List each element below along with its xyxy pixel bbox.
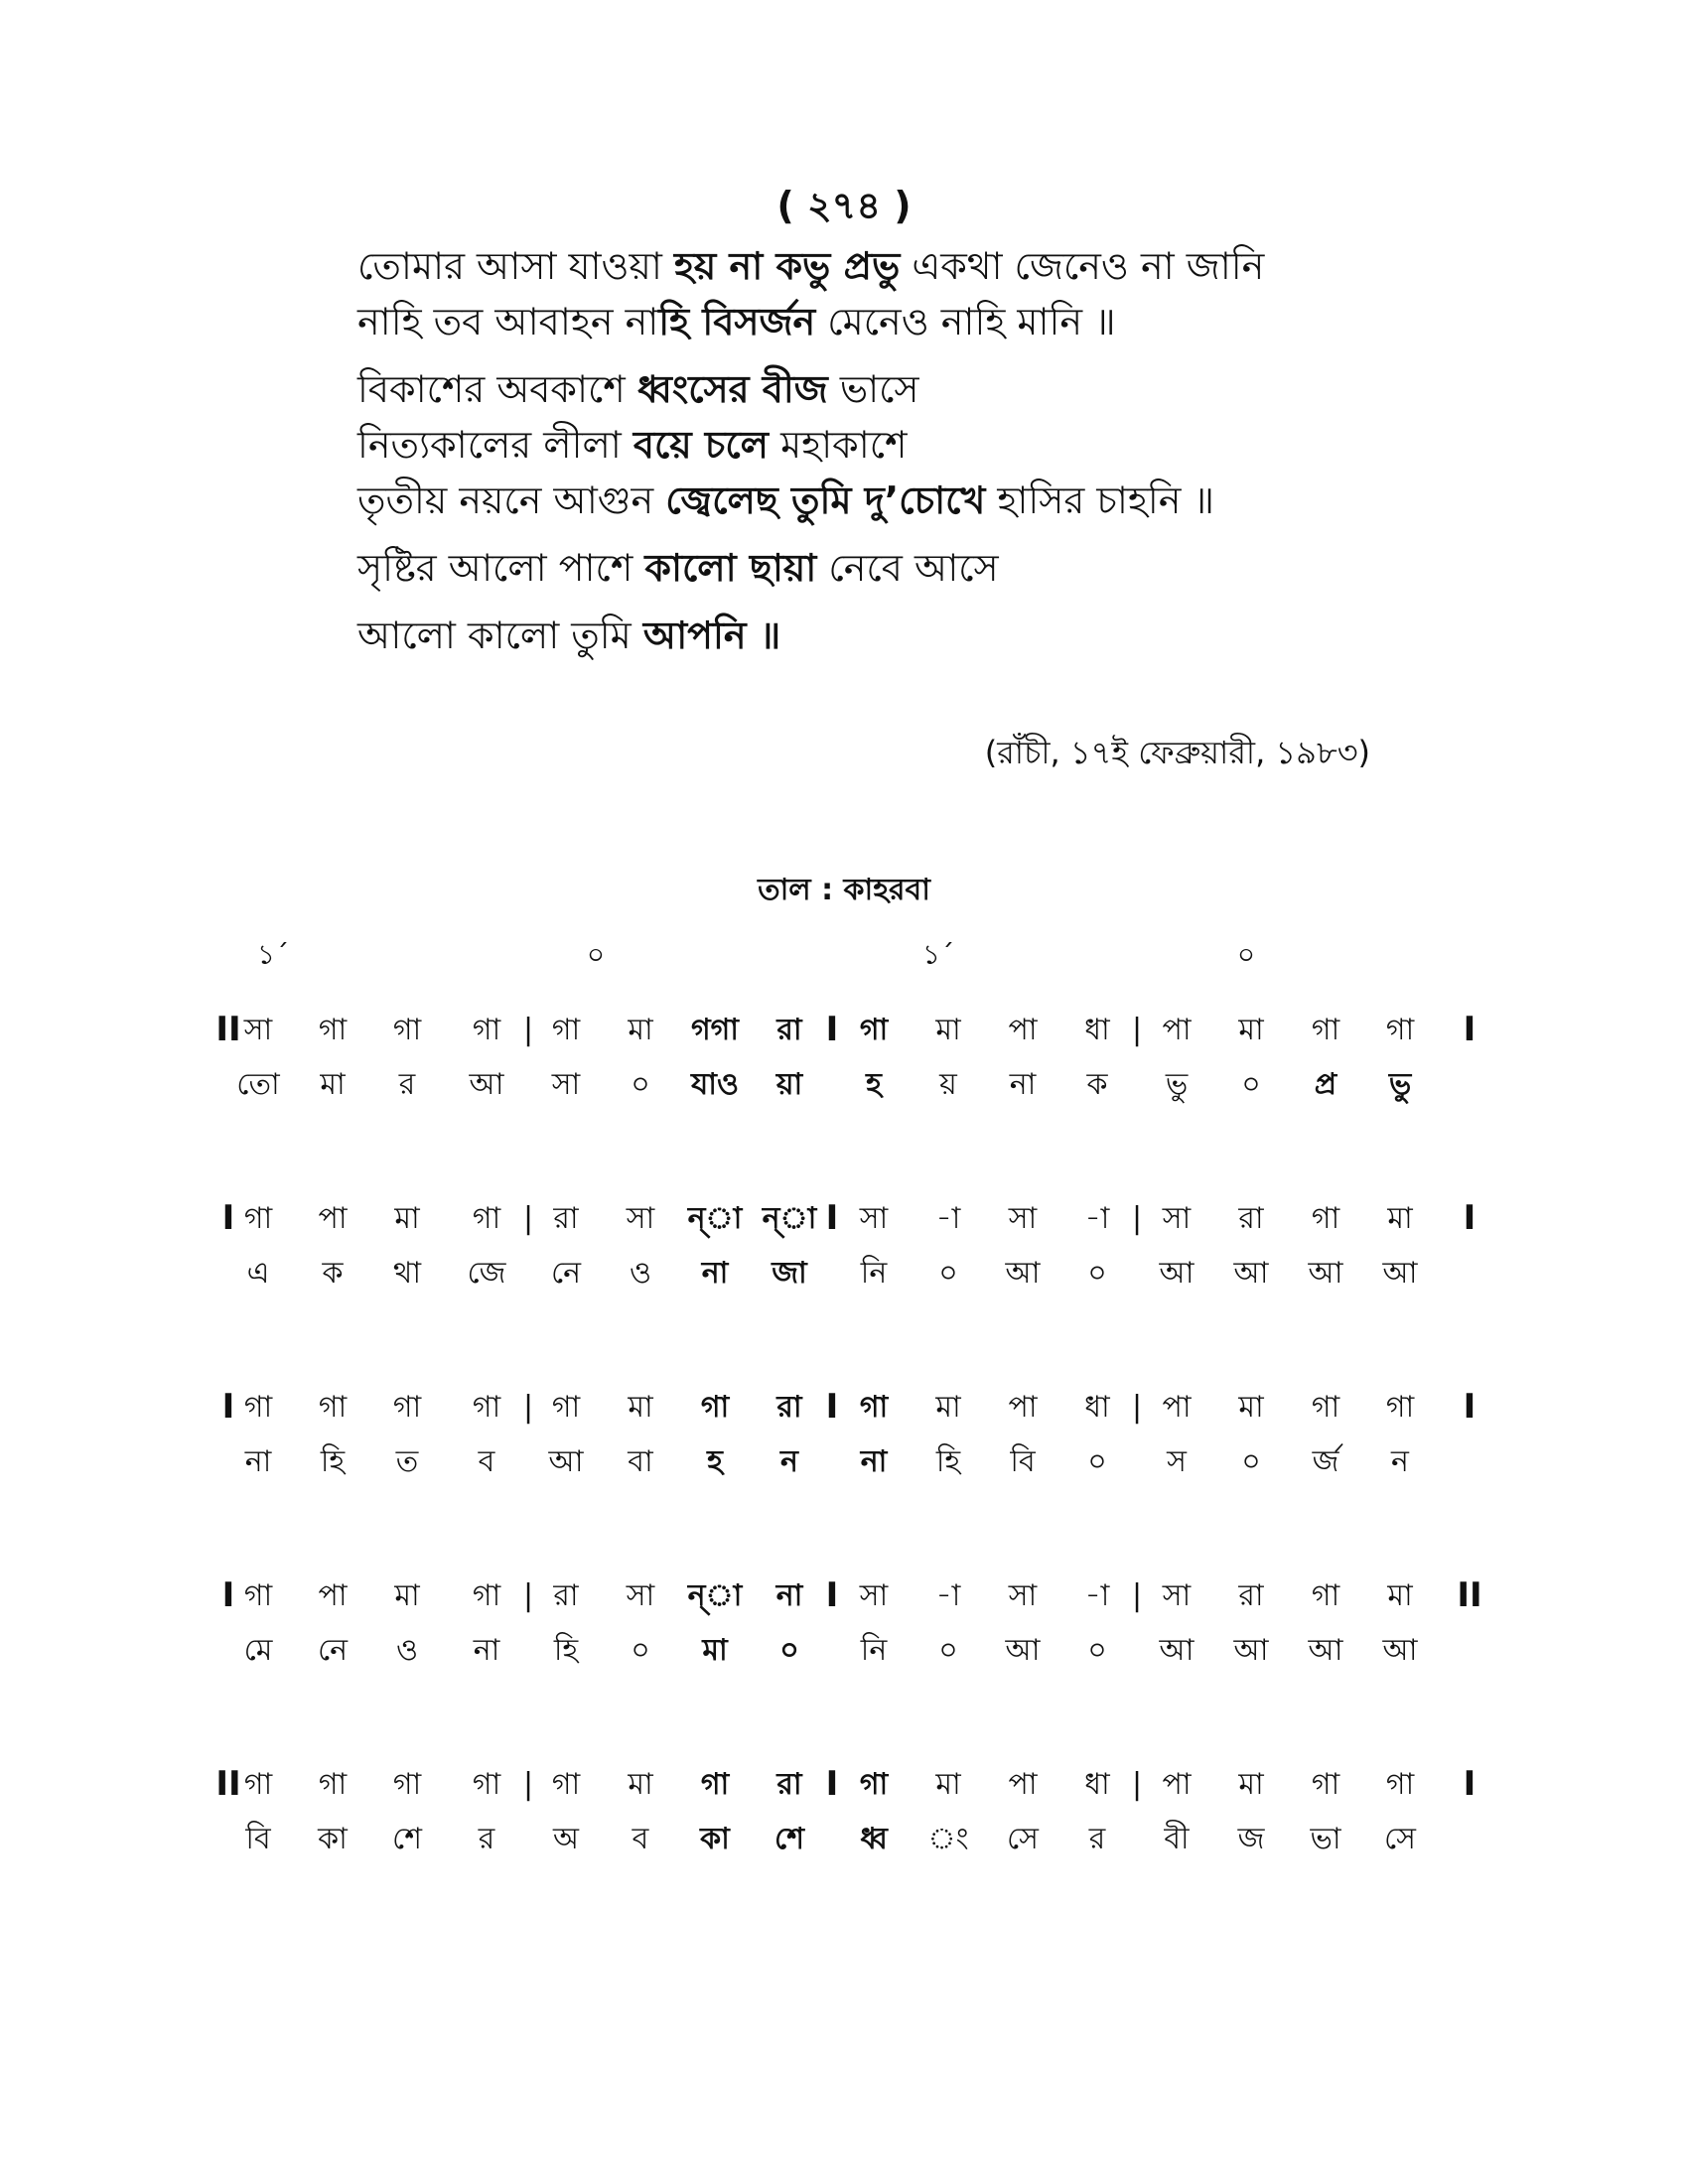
swara-note: গা (472, 1767, 501, 1802)
lyric-segment: হাসির চাহনি ॥ (985, 478, 1214, 522)
lyric-syllable: আ (1233, 1633, 1269, 1668)
swara-note: পা (1008, 1013, 1038, 1047)
swara-note: গা (472, 1390, 501, 1425)
swara-note: গা (243, 1390, 273, 1425)
swara-note: গা (1311, 1767, 1340, 1802)
swara-note: মা (1238, 1013, 1264, 1047)
bani-row (0, 1057, 1688, 1112)
lyric-syllable: র (1088, 1822, 1106, 1856)
swaralipi-notation (0, 1003, 1688, 1946)
bar-line: | (1131, 1201, 1143, 1236)
swara-note: মা (935, 1767, 961, 1802)
lyric-syllable: ও (395, 1633, 419, 1668)
lyric-segment: বিকাশের অবকাশে (357, 367, 637, 411)
lyric-syllable: জ (1237, 1822, 1265, 1856)
swara-note: ধা (1084, 1013, 1110, 1047)
swara-note: গা (243, 1767, 273, 1802)
swara-note: -া (1084, 1578, 1110, 1613)
lyric-segment: নাহি তব আবাহন না (357, 300, 659, 343)
swara-note: গা (1385, 1767, 1415, 1802)
swara-note: রা (553, 1578, 579, 1613)
lyric-syllable: সে (1007, 1822, 1039, 1856)
lyric-syllable: হ (866, 1067, 882, 1102)
lyric-syllable: আ (1159, 1633, 1195, 1668)
swara-note: গা (1311, 1578, 1340, 1613)
lyric-syllable: ০ (938, 1633, 958, 1668)
lyric-syllable: শে (392, 1822, 422, 1856)
lyric-syllable: হি (320, 1444, 346, 1479)
lyric-syllable: থা (392, 1256, 422, 1291)
bar-line-close: I (1463, 1010, 1477, 1049)
swara-note: গা (1385, 1390, 1415, 1425)
bar-line: | (1131, 1767, 1143, 1802)
lyric-syllable: ০ (1087, 1256, 1107, 1291)
bani-row (0, 1434, 1688, 1489)
swara-note: রা (1238, 1201, 1264, 1236)
lyric-syllable: ০ (1087, 1444, 1107, 1479)
lyric-line (357, 473, 1400, 528)
swara-note: সা (1162, 1201, 1192, 1236)
swara-row (0, 1191, 1688, 1246)
lyric-syllable: ভু (1165, 1067, 1189, 1102)
lyric-syllable: ন (1391, 1444, 1409, 1479)
lyric-syllable: সে (1384, 1822, 1416, 1856)
lyric-stanza (357, 540, 1400, 596)
taal-mark: ০ (586, 938, 606, 971)
taal-mark: ০ (1236, 938, 1256, 971)
lyric-syllable: আ (1005, 1256, 1041, 1291)
swara-note: ন্‌া (687, 1201, 743, 1236)
bar-line: | (522, 1201, 534, 1236)
lyric-syllable: য়া (775, 1067, 803, 1102)
swara-note: মা (935, 1013, 961, 1047)
lyric-line (357, 294, 1400, 349)
lyric-stanza (357, 238, 1400, 349)
bar-line-close: I (1463, 1387, 1477, 1427)
swara-note: গা (1311, 1201, 1340, 1236)
swara-row (0, 1380, 1688, 1434)
swara-note: সা (859, 1201, 889, 1236)
notation-block (0, 1003, 1688, 1191)
lyric-syllable: না (701, 1256, 729, 1291)
lyric-syllable: মা (320, 1067, 346, 1102)
swara-note: গা (392, 1013, 422, 1047)
lyric-syllable: ত (395, 1444, 419, 1479)
bar-line: | (1131, 1578, 1143, 1613)
swara-note: রা (776, 1013, 802, 1047)
lyric-syllable: ভু (1388, 1067, 1412, 1102)
lyric-segment: আপনি ॥ (642, 614, 781, 657)
swara-note: গা (318, 1013, 348, 1047)
lyric-syllable: আ (1159, 1256, 1195, 1291)
bar-line-open: II (215, 1764, 241, 1804)
swara-note: গা (551, 1767, 581, 1802)
swara-note: গা (318, 1767, 348, 1802)
lyric-segment: হয় না কভু প্রভু (673, 244, 901, 288)
lyric-syllable: কা (700, 1822, 730, 1856)
lyric-syllable: ভা (1310, 1822, 1341, 1856)
lyric-segment: একথা জেনেও না জানি (900, 244, 1265, 288)
bar-line: I (825, 1198, 839, 1238)
swara-note: ধা (1084, 1767, 1110, 1802)
lyric-segment: জ্বেলেছ তুমি দু’চোখে (665, 478, 986, 522)
swara-note: সা (626, 1578, 655, 1613)
bani-row (0, 1246, 1688, 1300)
swara-note: গা (243, 1201, 273, 1236)
lyric-segment: ভাসে (827, 367, 919, 411)
swara-note: গা (700, 1767, 730, 1802)
song-lyrics (357, 238, 1400, 675)
swara-note: -া (935, 1201, 961, 1236)
lyric-syllable: ক (322, 1256, 344, 1291)
lyric-syllable: হি (553, 1633, 579, 1668)
page-number: ( ২৭৪ ) (776, 184, 912, 227)
lyric-syllable: ০ (1241, 1444, 1261, 1479)
bar-line: | (522, 1767, 534, 1802)
lyric-stanza (357, 361, 1400, 528)
swara-note: পা (1162, 1390, 1192, 1425)
swara-note: মা (628, 1767, 653, 1802)
lyric-segment: বয়ে চলে (633, 423, 769, 467)
notation-block (0, 1191, 1688, 1380)
swara-note: পা (1162, 1767, 1192, 1802)
lyric-syllable: কা (318, 1822, 348, 1856)
bar-line: | (522, 1578, 534, 1613)
lyric-segment: তোমার আসা যাওয়া (357, 244, 674, 288)
swara-note: মা (394, 1201, 420, 1236)
lyric-segment: নিত্যকালের লীলা (357, 423, 633, 467)
lyric-syllable: তো (236, 1067, 280, 1102)
lyric-syllable: আ (548, 1444, 584, 1479)
bar-line: | (522, 1013, 534, 1047)
swara-note: পা (318, 1578, 348, 1613)
lyric-line (357, 361, 1400, 417)
lyric-syllable: মে (243, 1633, 273, 1668)
lyric-syllable: ন (780, 1444, 798, 1479)
lyric-syllable: ০ (779, 1633, 799, 1668)
lyric-stanza (357, 608, 1400, 663)
bar-line-close: II (1457, 1575, 1482, 1615)
lyric-syllable: র (478, 1822, 495, 1856)
swara-note: গা (1311, 1390, 1340, 1425)
swara-note: রা (776, 1767, 802, 1802)
swara-note: মা (1387, 1201, 1413, 1236)
lyric-syllable: র (398, 1067, 416, 1102)
lyric-syllable: না (473, 1633, 500, 1668)
lyric-syllable: শে (774, 1822, 804, 1856)
swara-note: রা (1238, 1578, 1264, 1613)
lyric-syllable: জে (467, 1256, 506, 1291)
swara-note: ন্‌া (687, 1578, 743, 1613)
taal-mark: ১´ (921, 938, 955, 971)
lyric-line (357, 238, 1400, 294)
lyric-syllable: হি (935, 1444, 961, 1479)
lyric-syllable: অ (553, 1822, 579, 1856)
swara-note: মা (1238, 1767, 1264, 1802)
swara-note: গা (472, 1578, 501, 1613)
lyric-syllable: ০ (1087, 1633, 1107, 1668)
swara-note: সা (1008, 1578, 1038, 1613)
bar-line: | (522, 1390, 534, 1425)
swara-note: -া (935, 1578, 961, 1613)
lyric-syllable: ০ (1241, 1067, 1261, 1102)
swara-note: গা (472, 1013, 501, 1047)
lyric-syllable: য় (939, 1067, 957, 1102)
lyric-segment: আলো কালো তুমি (357, 614, 643, 657)
swara-note: মা (628, 1013, 653, 1047)
lyric-segment: নেবে আসে (816, 546, 999, 590)
swara-row (0, 1569, 1688, 1623)
lyric-segment: মহাকাশে (768, 423, 908, 467)
bar-line: | (1131, 1390, 1143, 1425)
lyric-segment: সৃষ্টির আলো পাশে (357, 546, 645, 590)
lyric-syllable: হ (707, 1444, 723, 1479)
swara-note: ধা (1084, 1390, 1110, 1425)
lyric-syllable: নি (860, 1256, 888, 1291)
swara-note: গা (1385, 1013, 1415, 1047)
lyric-syllable: আ (1233, 1256, 1269, 1291)
bar-line-close: I (1463, 1764, 1477, 1804)
taal-mark: ১´ (256, 938, 290, 971)
lyric-syllable: আ (1308, 1256, 1343, 1291)
lyric-syllable: বি (1010, 1444, 1036, 1479)
swara-note: গা (859, 1767, 889, 1802)
lyric-syllable: যাও (690, 1067, 740, 1102)
swara-row (0, 1757, 1688, 1812)
bar-line-open: I (221, 1198, 235, 1238)
lyric-syllable: আ (1308, 1633, 1343, 1668)
lyric-line (357, 417, 1400, 473)
taal-marks (0, 933, 1688, 973)
lyric-syllable: বী (1164, 1822, 1190, 1856)
lyric-syllable: ও (629, 1256, 652, 1291)
swara-note: ন্‌া (762, 1201, 817, 1236)
swara-note: সা (859, 1578, 889, 1613)
bar-line-open: II (215, 1010, 241, 1049)
lyric-syllable: মা (702, 1633, 728, 1668)
notation-block (0, 1757, 1688, 1946)
swara-note: না (775, 1578, 803, 1613)
lyric-segment: হি বিসর্জন (658, 300, 816, 343)
swara-note: গা (243, 1578, 273, 1613)
lyric-syllable: সা (551, 1067, 581, 1102)
bar-line: I (825, 1764, 839, 1804)
lyric-syllable: ব (478, 1444, 495, 1479)
bani-row (0, 1812, 1688, 1866)
lyric-syllable: নে (317, 1633, 349, 1668)
lyric-syllable: ০ (631, 1633, 650, 1668)
lyric-line (357, 608, 1400, 663)
swara-note: রা (553, 1201, 579, 1236)
lyric-syllable: আ (1382, 1633, 1418, 1668)
swara-note: মা (628, 1390, 653, 1425)
bani-row (0, 1623, 1688, 1678)
lyric-syllable: নে (550, 1256, 582, 1291)
bar-line: I (825, 1387, 839, 1427)
swara-note: রা (776, 1390, 802, 1425)
swara-note: গা (700, 1390, 730, 1425)
swara-note: মা (1387, 1578, 1413, 1613)
lyric-syllable: আ (1382, 1256, 1418, 1291)
lyric-syllable: নি (860, 1633, 888, 1668)
swara-note: গা (392, 1390, 422, 1425)
lyric-syllable: না (860, 1444, 888, 1479)
lyric-syllable: জা (772, 1256, 807, 1291)
swara-note: গা (1311, 1013, 1340, 1047)
bar-line: I (825, 1010, 839, 1049)
swara-note: পা (318, 1201, 348, 1236)
swara-note: পা (1008, 1390, 1038, 1425)
bar-line-open: I (221, 1575, 235, 1615)
lyric-syllable: বি (245, 1822, 271, 1856)
swara-note: মা (1238, 1390, 1264, 1425)
bar-line-close: I (1463, 1198, 1477, 1238)
swara-note: গা (318, 1390, 348, 1425)
swara-note: গা (551, 1013, 581, 1047)
bar-line: I (825, 1575, 839, 1615)
lyric-segment: তৃতীয় নয়নে আগুন (357, 478, 666, 522)
lyric-syllable: না (1009, 1067, 1037, 1102)
bar-line: | (1131, 1013, 1143, 1047)
bar-line-open: I (221, 1387, 235, 1427)
swara-note: সা (1162, 1578, 1192, 1613)
lyric-syllable: প্র (1314, 1067, 1337, 1102)
lyric-syllable: না (244, 1444, 272, 1479)
lyric-line (357, 540, 1400, 596)
swara-note: গা (472, 1201, 501, 1236)
swara-note: সা (243, 1013, 273, 1047)
lyric-syllable: স (1167, 1444, 1187, 1479)
tala-heading: তাল : কাহরবা (758, 873, 930, 907)
lyric-syllable: আ (1005, 1633, 1041, 1668)
lyric-segment: কালো ছায়া (644, 546, 817, 590)
swara-note: সা (626, 1201, 655, 1236)
swara-row (0, 1003, 1688, 1057)
lyric-syllable: ০ (938, 1256, 958, 1291)
swara-note: গা (392, 1767, 422, 1802)
lyric-syllable: বা (628, 1444, 653, 1479)
swara-note: মা (394, 1578, 420, 1613)
swara-note: গা (859, 1390, 889, 1425)
lyric-syllable: আ (469, 1067, 504, 1102)
swara-note: পা (1008, 1767, 1038, 1802)
swara-note: গগা (690, 1013, 740, 1047)
swara-note: গা (859, 1013, 889, 1047)
notation-block (0, 1569, 1688, 1757)
lyric-syllable: এ (246, 1256, 270, 1291)
place-date-note: (রাঁচী, ১৭ই ফেব্রুয়ারী, ১৯৮৩) (984, 734, 1370, 771)
lyric-syllable: ব (632, 1822, 649, 1856)
lyric-segment: ধ্বংসের বীজ (636, 367, 828, 411)
swara-note: -া (1084, 1201, 1110, 1236)
lyric-syllable: ০ (631, 1067, 650, 1102)
lyric-syllable: ধ্ব (860, 1822, 888, 1856)
swara-note: মা (935, 1390, 961, 1425)
swara-note: সা (1008, 1201, 1038, 1236)
lyric-syllable: র্জ (1312, 1444, 1339, 1479)
swara-note: পা (1162, 1013, 1192, 1047)
notation-block (0, 1380, 1688, 1569)
lyric-syllable: ং (927, 1822, 969, 1856)
swara-note: গা (551, 1390, 581, 1425)
lyric-syllable: ক (1086, 1067, 1108, 1102)
lyric-segment: মেনেও নাহি মানি ॥ (815, 300, 1116, 343)
